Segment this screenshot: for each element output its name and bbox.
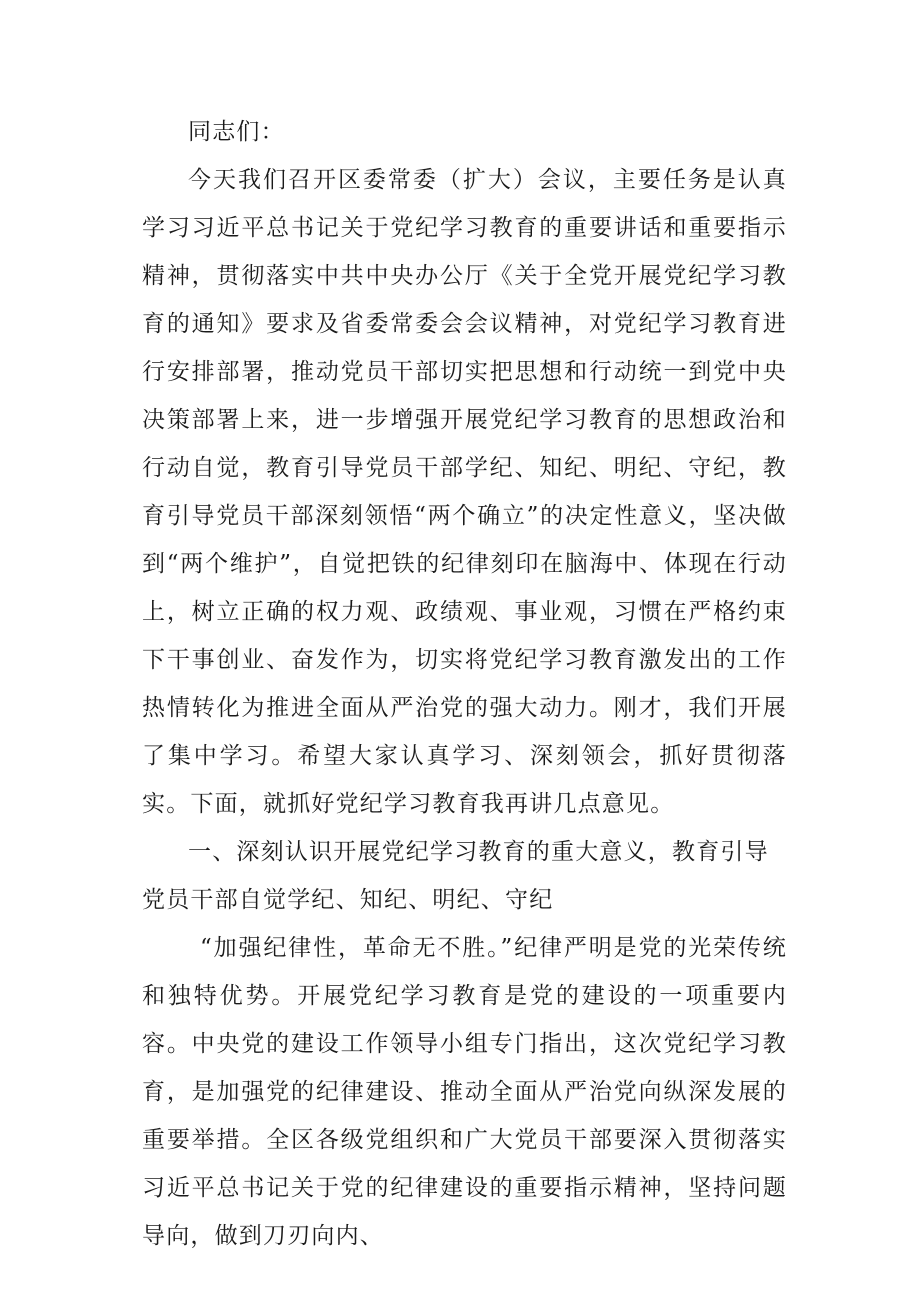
document-body	[142, 108, 787, 1260]
greeting: 同志们：	[188, 119, 285, 145]
section-heading: 一、深刻认识开展党纪学习教育的重大意义，教育引导党员干部自觉学纪、知纪、明纪、守纪	[142, 839, 769, 913]
opening-paragraph: 今天我们召开区委常委（扩大）会议，主要任务是认真学习习近平总书记关于党纪学习教育的重要讲话和重要指示精神，贯彻落实中共中央办公厅《关于全党开展党纪学习教育的通知》要求及省委常委会会议精神，对党纪学习教育进行安排部署，推动党员干部切实把思想和行动统一到党中央决策部署上来，进一步增强开展党纪学习教育的思想政治和行动自觉，教育引导党员干部学纪、知纪、明纪、守纪，教育引导党员干部深刻领悟“两个确立”的决定性意义，坚决做到“两个维护”，自觉把铁的纪律刻印在脑海中、体现在行动上，树立正确的权力观、政绩观、事业观，习惯在严格约束下干事创业、奋发作为，切实将党纪学习教育激发出的工作热情转化为推进全面从严治党的强大动力。刚才，我们开展了集中学习。希望大家认真学习、深刻领会，抓好贯彻落实。下面，就抓好党纪学习教育我再讲几点意见。	[142, 167, 787, 817]
section-paragraph: “加强纪律性，革命无不胜。”纪律严明是党的光荣传统和独特优势。开展党纪学习教育是党的建设的一项重要内容。中央党的建设工作领导小组专门指出，这次党纪学习教育，是加强党的纪律建设、推动全面从严治党向纵深发展的重要举措。全区各级党组织和广大党员干部要深入贯彻落实习近平总书记关于党的纪律建设的重要指示精神，坚持问题导向，做到刀刃向内、	[142, 935, 787, 1249]
